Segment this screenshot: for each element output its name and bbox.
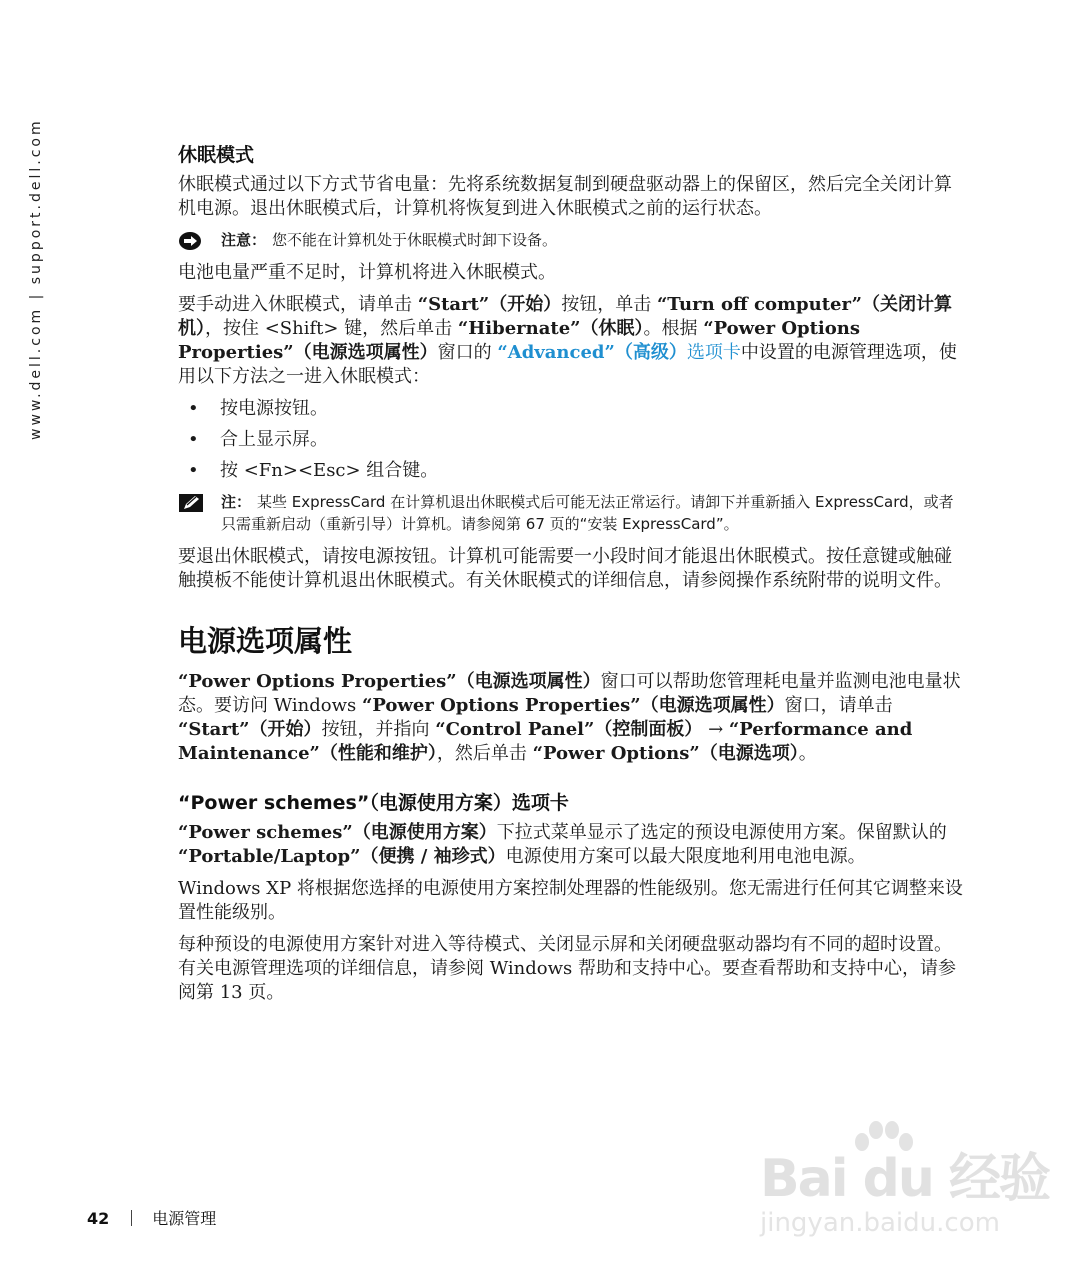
watermark-url: jingyan.baidu.com [760, 1208, 1000, 1238]
notice-label: 注意： [221, 231, 267, 249]
hibernate-heading: 休眠模式 [178, 144, 255, 166]
notice-icon [178, 231, 204, 251]
hibernate-intro: 休眠模式通过以下方式节省电量：先将系统数据复制到硬盘驱动器上的保留区，然后完全关闭计算机电源。退出休眠模式后，计算机将恢复到进入休眠模式之前的运行状态。 [178, 174, 952, 219]
list-item: • 按 <Fn><Esc> 组合键。 [188, 460, 439, 481]
list-item: • 合上显示屏。 [188, 429, 328, 450]
notice-text: 您不能在计算机处于休眠模式时卸下设备。 [272, 231, 558, 249]
power-options-heading: 电源选项属性 [178, 624, 353, 658]
page-content [178, 140, 963, 1013]
page-footer [87, 1206, 216, 1229]
list-item: • 按电源按钮。 [188, 398, 328, 419]
side-url: www.dell.com | support.dell.com [28, 118, 44, 440]
note-text: 某些 ExpressCard 在计算机退出休眠模式后可能无法正常运行。请卸下并重新插入 ExpressCard，或者只需重新启动（重新引导）计算机。请参阅第 67 页的“安装 ExpressCard”。 [221, 493, 954, 533]
page-number: 42 [87, 1209, 110, 1228]
advanced-tab-link[interactable]: “Advanced”（高级）选项卡 [497, 342, 741, 363]
power-options-intro: “Power Options Properties”（电源选项属性）窗口可以帮助您管理耗电量并监测电池电量状态。要访问 Windows “Power Options Properties”（电源选项属性）窗口，请单击 “Start”（开始）按钮，并指向 “Control Panel”（控制面板） → “Performance and Maintenance”（性能和维护），然后单击 “Power Options”（电源选项）。 [178, 671, 961, 764]
pencil-note-icon [178, 493, 204, 513]
power-schemes-heading: “Power schemes”（电源使用方案）选项卡 [178, 792, 569, 814]
power-schemes-intro: “Power schemes”（电源使用方案）下拉式菜单显示了选定的预设电源使用方案。保留默认的 “Portable/Laptop”（便携 / 袖珍式）电源使用方案可以最大限度地利用电池电源。 [178, 822, 947, 867]
hibernate-manual: 要手动进入休眠模式，请单击 “Start”（开始）按钮，单击 “Turn off computer”（关闭计算机），按住 <Shift> 键，然后单击 “Hibernate”（休眠）。根据 “Power Options Properties”（电源选项属性）窗口的 “Advanced”（高级）选项卡中设置的电源管理选项，使用以下方法之一进入休眠模式： [178, 294, 957, 387]
hibernate-exit: 要退出休眠模式，请按电源按钮。计算机可能需要一小段时间才能退出休眠模式。按任意键或触碰触摸板不能使计算机退出休眠模式。有关休眠模式的详细信息，请参阅操作系统附带的说明文件。 [178, 546, 952, 591]
footer-section: 电源管理 [152, 1209, 217, 1228]
watermark-logo: Bai du 经验 [760, 1149, 1049, 1209]
power-schemes-xp: Windows XP 将根据您选择的电源使用方案控制处理器的性能级别。您无需进行任何其它调整来设置性能级别。 [178, 878, 963, 923]
hibernate-methods-list [178, 397, 963, 483]
hibernate-low-battery: 电池电量严重不足时，计算机将进入休眠模式。 [178, 262, 556, 283]
note-label: 注： [221, 493, 252, 511]
watermark [760, 1120, 1049, 1250]
power-schemes-timeouts: 每种预设的电源使用方案针对进入等待模式、关闭显示屏和关闭硬盘驱动器均有不同的超时设置。有关电源管理选项的详细信息，请参阅 Windows 帮助和支持中心。要查看帮助和支持中心，请参阅第 13 页。 [178, 934, 956, 1003]
notice-box [178, 229, 963, 251]
note-box [178, 491, 963, 535]
footer-divider [131, 1210, 132, 1226]
